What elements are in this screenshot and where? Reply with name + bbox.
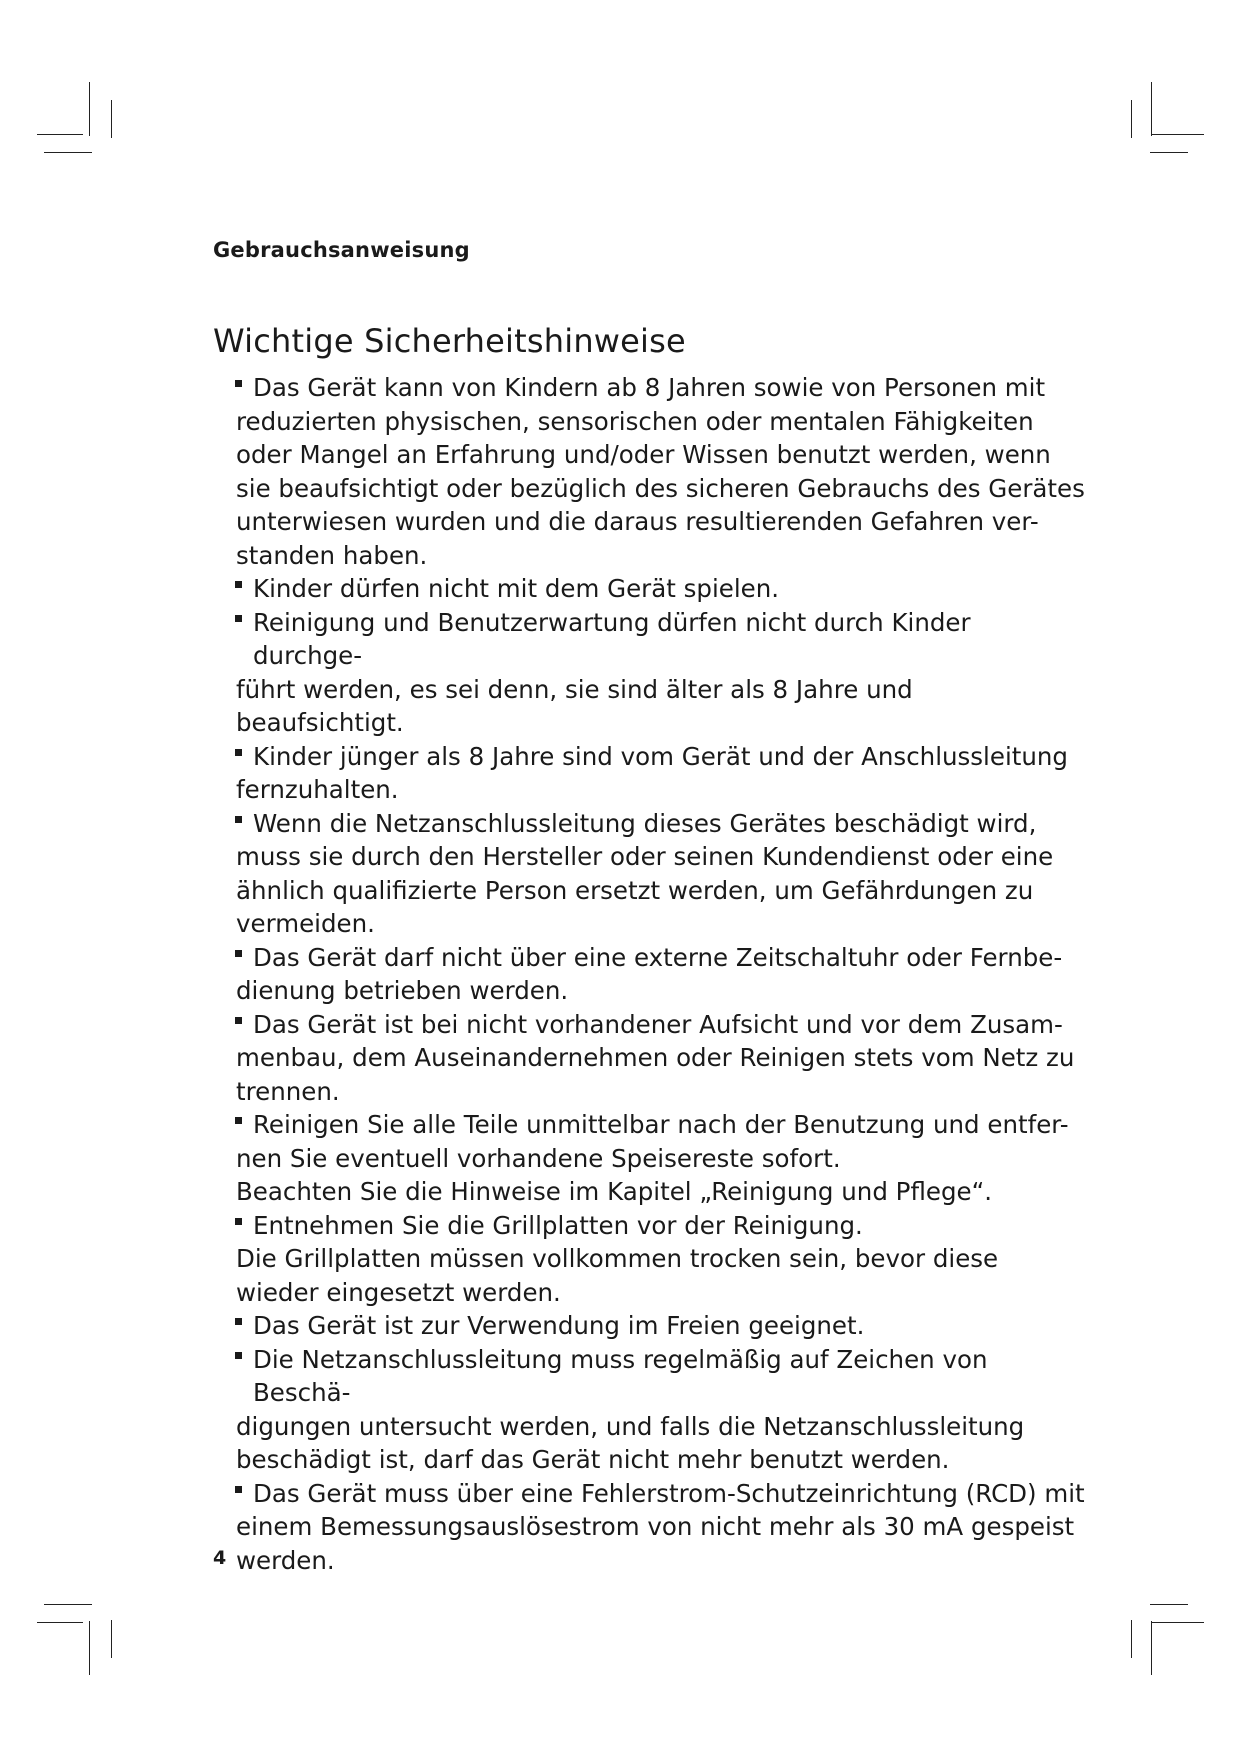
square-bullet-icon	[235, 1352, 242, 1359]
square-bullet-icon	[235, 615, 242, 622]
square-bullet-icon	[235, 1318, 242, 1325]
crop-mark	[44, 1604, 92, 1605]
safety-item-line: Das Gerät kann von Kindern ab 8 Jahren sowie von Personen mit	[253, 373, 1046, 402]
square-bullet-icon	[235, 380, 242, 387]
safety-item-line: sie beaufsichtigt oder bezüglich des sicheren Gebrauchs des Gerätes	[236, 473, 1085, 503]
safety-item-line: reduzierten physischen, sensorischen oder mentalen Fähigkeiten	[236, 406, 1034, 436]
safety-item	[236, 606, 1086, 740]
square-bullet-icon	[235, 1017, 242, 1024]
crop-mark	[1152, 1622, 1204, 1623]
crop-mark	[44, 152, 92, 153]
crop-mark	[89, 1621, 90, 1675]
safety-item-line: vermeiden.	[236, 909, 375, 938]
safety-item-line: fernzuhalten.	[236, 775, 399, 804]
safety-item-line: führt werden, es sei denn, sie sind älter als 8 Jahre und beaufsichtigt.	[236, 674, 913, 737]
running-head: Gebrauchsanweisung	[213, 238, 470, 262]
safety-item	[236, 740, 1086, 807]
safety-item-note: Beachten Sie die Hinweise im Kapitel „Reinigung und Pflege“.	[236, 1177, 993, 1206]
safety-item-line: Das Gerät darf nicht über eine externe Zeitschaltuhr oder Fernbe-	[253, 942, 1063, 972]
crop-mark	[1152, 134, 1204, 135]
square-bullet-icon	[235, 1117, 242, 1124]
safety-item-line: Das Gerät muss über eine Fehlerstrom-Schutzeinrichtung (RCD) mit	[253, 1478, 1085, 1508]
safety-item-line: Das Gerät ist bei nicht vorhandener Aufsicht und vor dem Zusam-	[253, 1009, 1063, 1039]
safety-item-line: standen haben.	[236, 540, 428, 570]
safety-item	[236, 572, 1086, 606]
safety-item-line: Die Netzanschlussleitung muss regelmäßig auf Zeichen von Beschä-	[253, 1344, 988, 1407]
safety-item-line: nen Sie eventuell vorhandene Speisereste sofort.	[236, 1143, 841, 1173]
crop-mark	[1151, 82, 1152, 136]
safety-item	[236, 1008, 1086, 1109]
crop-mark	[1131, 100, 1132, 138]
safety-item	[236, 1108, 1086, 1209]
square-bullet-icon	[235, 1218, 242, 1225]
crop-mark	[89, 82, 90, 136]
safety-item-line: Entnehmen Sie die Grillplatten vor der Reinigung.	[253, 1210, 863, 1240]
crop-mark	[1151, 1621, 1152, 1675]
safety-item-line: einem Bemessungsauslösestrom von nicht mehr als 30 mA gespeist	[236, 1512, 1075, 1541]
safety-item-line: dienung betrieben werden.	[236, 976, 569, 1005]
safety-item-line: digungen untersucht werden, und falls die Netzanschlussleitung	[236, 1411, 1025, 1441]
safety-item-line: Wenn die Netzanschlussleitung dieses Gerätes beschädigt wird,	[253, 808, 1037, 838]
safety-item-note: wieder eingesetzt werden.	[236, 1277, 561, 1307]
safety-item-line: muss sie durch den Hersteller oder seinen Kundendienst oder eine	[236, 842, 1054, 871]
safety-item-line: beschädigt ist, darf das Gerät nicht mehr benutzt werden.	[236, 1445, 950, 1474]
safety-item-line: Das Gerät ist zur Verwendung im Freien geeignet.	[253, 1311, 865, 1340]
safety-item	[236, 1477, 1086, 1578]
safety-item	[236, 941, 1086, 1008]
safety-item-line: Kinder jünger als 8 Jahre sind vom Gerät und der Anschlussleitung	[253, 741, 1068, 771]
square-bullet-icon	[235, 749, 242, 756]
safety-item-line: oder Mangel an Erfahrung und/oder Wissen benutzt werden, wenn	[236, 440, 1051, 469]
square-bullet-icon	[235, 816, 242, 823]
safety-item-line: menbau, dem Auseinandernehmen oder Reinigen stets vom Netz zu	[236, 1043, 1075, 1072]
safety-item	[236, 1343, 1086, 1477]
crop-mark	[1150, 1604, 1188, 1605]
safety-instructions-list	[236, 371, 1086, 1577]
safety-item-line: ähnlich qualifizierte Person ersetzt werden, um Gefährdungen zu	[236, 875, 1034, 905]
safety-item-line: Kinder dürfen nicht mit dem Gerät spielen.	[253, 574, 780, 603]
safety-item-line: werden.	[236, 1545, 335, 1575]
safety-item-note: Die Grillplatten müssen vollkommen trocken sein, bevor diese	[236, 1244, 999, 1273]
square-bullet-icon	[235, 1486, 242, 1493]
crop-mark	[37, 1622, 83, 1623]
safety-item	[236, 1309, 1086, 1343]
section-title: Wichtige Sicherheitshinweise	[213, 322, 686, 360]
safety-item-line: Reinigung und Benutzerwartung dürfen nicht durch Kinder durchge-	[253, 607, 971, 670]
square-bullet-icon	[235, 581, 242, 588]
crop-mark	[1131, 1620, 1132, 1658]
crop-mark	[1150, 152, 1188, 153]
safety-item	[236, 371, 1086, 572]
safety-item	[236, 807, 1086, 941]
page-number: 4	[213, 1547, 227, 1569]
safety-item-line: Reinigen Sie alle Teile unmittelbar nach der Benutzung und entfer-	[253, 1110, 1069, 1139]
square-bullet-icon	[235, 950, 242, 957]
crop-mark	[111, 100, 112, 138]
safety-item-line: trennen.	[236, 1076, 340, 1106]
crop-mark	[37, 134, 83, 135]
safety-item-line: unterwiesen wurden und die daraus resultierenden Gefahren ver-	[236, 507, 1039, 536]
crop-mark	[111, 1620, 112, 1658]
safety-item	[236, 1209, 1086, 1310]
